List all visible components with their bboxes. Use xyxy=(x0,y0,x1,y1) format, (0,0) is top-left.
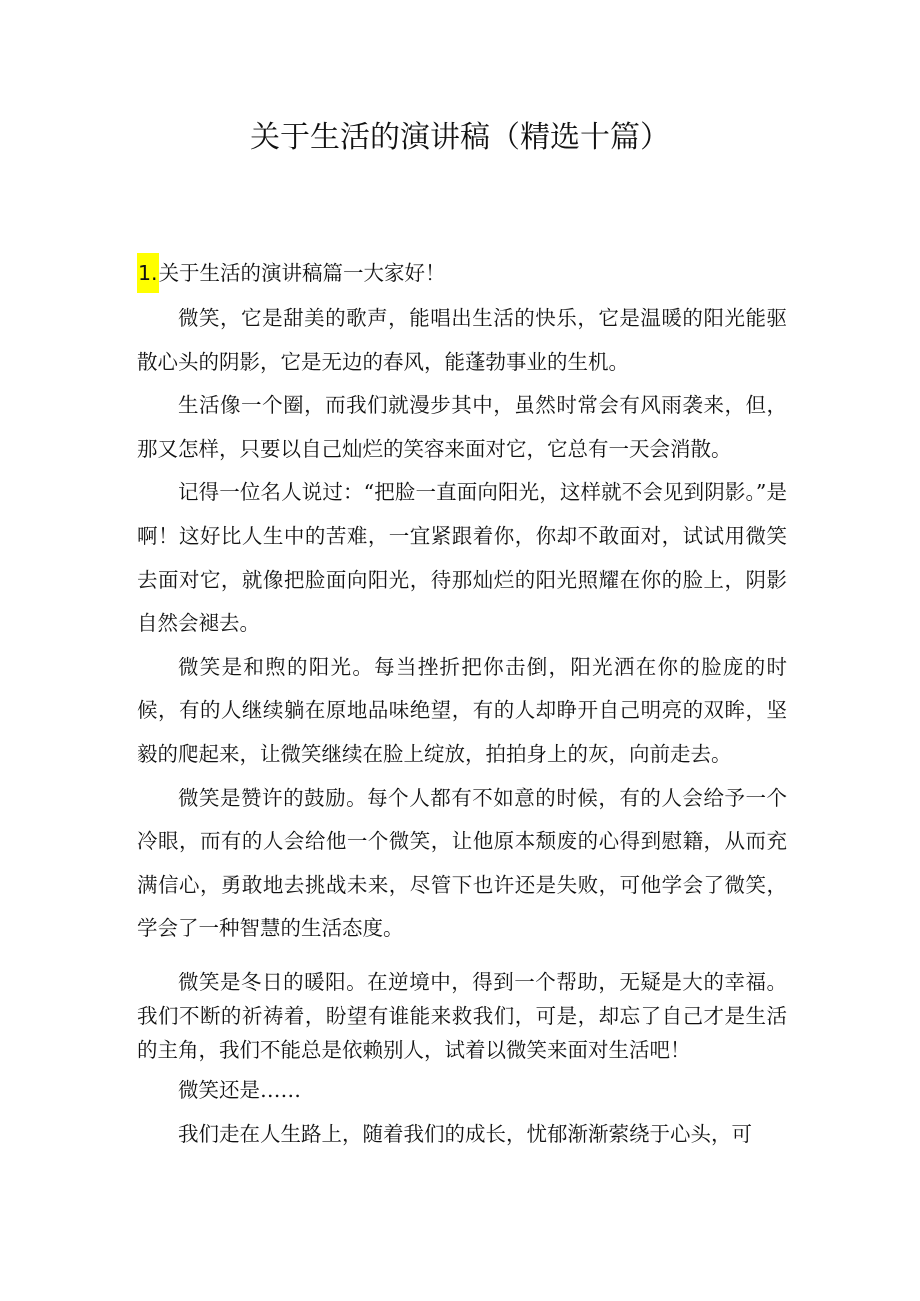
paragraph-5: 微笑是赞许的鼓励。每个人都有不如意的时候，有的人会给予一个冷眼，而有的人会给他一个微笑，让他原本颓废的心得到慰籍，从而充满信心，勇敢地去挑战未来，尽管下也许还是失败，可他学会了微笑，学会了一种智慧的生活态度。 xyxy=(137,785,787,941)
paragraph-2: 生活像一个圈，而我们就漫步其中，虽然时常会有风雨袭来，但，那又怎样，只要以自己灿烂的笑容来面对它，它总有一天会消散。 xyxy=(137,393,787,461)
paragraph-1: 微笑，它是甜美的歌声，能唱出生活的快乐，它是温暖的阳光能驱散心头的阴影，它是无边的春风，能蓬勃事业的生机。 xyxy=(137,306,787,374)
paragraph-3: 记得一位名人说过：“把脸一直面向阳光，这样就不会见到阴影。”是啊！这好比人生中的苦难，一宜紧跟着你，你却不敢面对，试试用微笑去面对它，就像把脸面向阳光，待那灿烂的阳光照耀在你的脸上，阴影自然会褪去。 xyxy=(137,480,787,636)
paragraph-4: 微笑是和煦的阳光。每当挫折把你击倒，阳光洒在你的脸庞的时候，有的人继续躺在原地品味绝望，有的人却睁开自己明亮的双眸，坚毅的爬起来，让微笑继续在脸上绽放，拍拍身上的灰，向前走去。 xyxy=(137,654,787,766)
document-body xyxy=(137,253,787,1156)
section-heading-text: 关于生活的演讲稿篇一大家好！ xyxy=(158,261,446,285)
paragraph-8: 我们走在人生路上，随着我们的成长，忧郁渐渐萦绕于心头，可 xyxy=(178,1121,752,1146)
paragraph-6: 微笑是冬日的暖阳。在逆境中，得到一个帮助，无疑是大的幸福。我们不断的祈祷着，盼望有谁能来救我们，可是，却忘了自己才是生活的主角，我们不能总是依赖别人，试着以微笑来面对生活吧！ xyxy=(137,969,787,1062)
section-number-highlight: 1. xyxy=(137,253,159,293)
section-heading xyxy=(137,253,787,293)
document-title: 关于生活的演讲稿（精选十篇） xyxy=(250,120,670,155)
paragraph-7: 微笑还是…… xyxy=(178,1077,301,1102)
